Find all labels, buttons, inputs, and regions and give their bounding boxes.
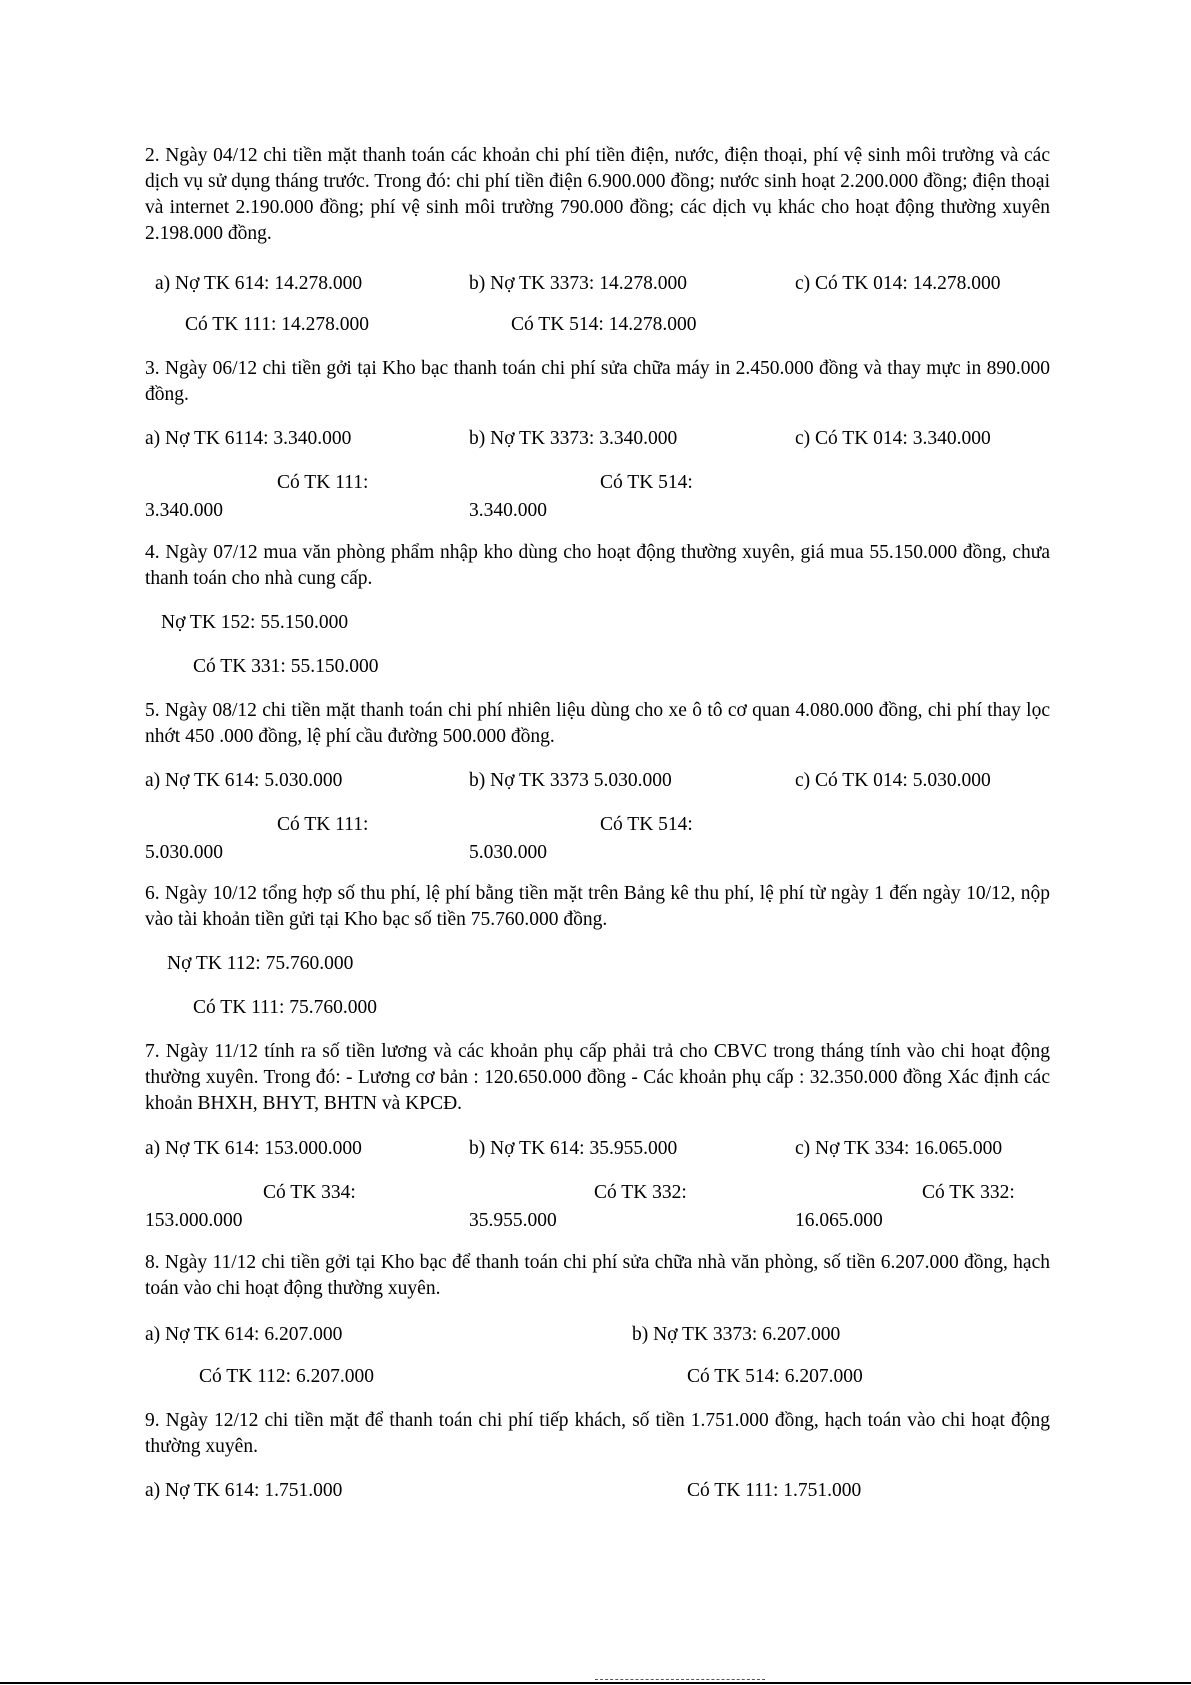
item-5-option-b-credit-label: Có TK 514: <box>600 814 693 835</box>
item-6-text: 6. Ngày 10/12 tổng hợp số thu phí, lệ phí bằng tiền mặt trên Bảng kê thu phí, lệ phí từ ngày 1 đến ngày 10/12, nộp vào tài khoản tiền gửi tại Kho bạc số tiền 75.760.000 đồng. <box>145 883 1050 930</box>
item-5-option-b-credit-amount: 5.030.000 <box>469 842 547 863</box>
item-5-option-a-credit-label: Có TK 111: <box>277 814 369 835</box>
item-3-option-a-debit: a) Nợ TK 6114: 3.340.000 <box>145 428 352 449</box>
item-5-option-b-debit: b) Nợ TK 3373 5.030.000 <box>469 770 672 791</box>
item-8-text: 8. Ngày 11/12 chi tiền gởi tại Kho bạc để thanh toán chi phí sửa chữa nhà văn phòng, số tiền 6.207.000 đồng, hạch toán vào chi hoạt động thường xuyên. <box>145 1252 1050 1299</box>
item-2-option-c: c) Có TK 014: 14.278.000 <box>795 273 1001 294</box>
bottom-page-rule <box>0 1682 1191 1684</box>
item-2-option-a-debit: a) Nợ TK 614: 14.278.000 <box>155 273 363 294</box>
item-5-option-a-debit: a) Nợ TK 614: 5.030.000 <box>145 770 343 791</box>
item-7-option-c-debit: c) Nợ TK 334: 16.065.000 <box>795 1138 1003 1159</box>
item-3-option-c: c) Có TK 014: 3.340.000 <box>795 428 991 449</box>
item-8-option-b-debit: b) Nợ TK 3373: 6.207.000 <box>632 1324 841 1345</box>
item-6-credit: Có TK 111: 75.760.000 <box>193 997 377 1018</box>
item-3-option-a-credit-label: Có TK 111: <box>277 472 369 493</box>
item-4-text: 4. Ngày 07/12 mua văn phòng phẩm nhập kho dùng cho hoạt động thường xuyên, giá mua 55.150.000 đồng, chưa thanh toán cho nhà cung cấp. <box>145 542 1050 589</box>
item-7-option-a-debit: a) Nợ TK 614: 153.000.000 <box>145 1138 362 1159</box>
item-7-text: 7. Ngày 11/12 tính ra số tiền lương và các khoản phụ cấp phải trả cho CBVC trong tháng tính vào chi hoạt động thường xuyên. Trong đó: - Lương cơ bản : 120.650.000 đồng - Các khoản phụ cấp : 32.350.000 đồng Xác định các khoản BHXH, BHYT, BHTN và KPCĐ. <box>145 1041 1050 1114</box>
item-8-option-a-credit: Có TK 112: 6.207.000 <box>199 1366 374 1387</box>
item-8-option-a-debit: a) Nợ TK 614: 6.207.000 <box>145 1324 343 1345</box>
item-3-text: 3. Ngày 06/12 chi tiền gởi tại Kho bạc thanh toán chi phí sửa chữa máy in 2.450.000 đồng và thay mực in 890.000 đồng. <box>145 358 1050 405</box>
item-7-option-a-credit-amount: 153.000.000 <box>145 1210 243 1231</box>
item-7-option-b-debit: b) Nợ TK 614: 35.955.000 <box>469 1138 678 1159</box>
item-6-debit: Nợ TK 112: 75.760.000 <box>167 953 354 974</box>
item-7-option-a-credit-label: Có TK 334: <box>263 1182 356 1203</box>
bottom-dashed-rule <box>595 1679 765 1680</box>
item-2-option-b-debit: b) Nợ TK 3373: 14.278.000 <box>469 273 687 294</box>
item-2-text: 2. Ngày 04/12 chi tiền mặt thanh toán các khoản chi phí tiền điện, nước, điện thoại, phí vệ sinh môi trường và các dịch vụ sử dụng tháng trước. Trong đó: chi phí tiền điện 6.900.000 đồng; nước sinh hoạt 2.200.000 đồng; điện thoại và internet 2.190.000 đồng; phí vệ sinh môi trường 790.000 đồng; các dịch vụ khác cho hoạt động thường xuyên 2.198.000 đồng. <box>145 145 1050 244</box>
item-7-option-b-credit-amount: 35.955.000 <box>469 1210 557 1231</box>
item-8-option-b-credit: Có TK 514: 6.207.000 <box>687 1366 863 1387</box>
item-3-option-b-credit-amount: 3.340.000 <box>469 500 547 521</box>
item-9-debit: a) Nợ TK 614: 1.751.000 <box>145 1480 343 1501</box>
item-7-option-b-credit-label: Có TK 332: <box>594 1182 687 1203</box>
item-7-option-c-credit-label: Có TK 332: <box>922 1182 1015 1203</box>
item-5-text: 5. Ngày 08/12 chi tiền mặt thanh toán chi phí nhiên liệu dùng cho xe ô tô cơ quan 4.080.000 đồng, chi phí thay lọc nhớt 450 .000 đồng, lệ phí cầu đường 500.000 đồng. <box>145 700 1050 747</box>
item-9-credit: Có TK 111: 1.751.000 <box>687 1480 862 1501</box>
item-3-option-a-credit-amount: 3.340.000 <box>145 500 223 521</box>
item-7-option-c-credit-amount: 16.065.000 <box>795 1210 883 1231</box>
item-9-text: 9. Ngày 12/12 chi tiền mặt để thanh toán chi phí tiếp khách, số tiền 1.751.000 đồng, hạch toán vào chi hoạt động thường xuyên. <box>145 1410 1050 1457</box>
item-4-debit: Nợ TK 152: 55.150.000 <box>161 612 349 633</box>
item-5-option-a-credit-amount: 5.030.000 <box>145 842 223 863</box>
item-4-credit: Có TK 331: 55.150.000 <box>193 656 379 677</box>
item-2-option-a-credit: Có TK 111: 14.278.000 <box>185 314 369 335</box>
item-3-option-b-debit: b) Nợ TK 3373: 3.340.000 <box>469 428 678 449</box>
item-2-option-b-credit: Có TK 514: 14.278.000 <box>511 314 697 335</box>
item-5-option-c: c) Có TK 014: 5.030.000 <box>795 770 991 791</box>
item-3-option-b-credit-label: Có TK 514: <box>600 472 693 493</box>
